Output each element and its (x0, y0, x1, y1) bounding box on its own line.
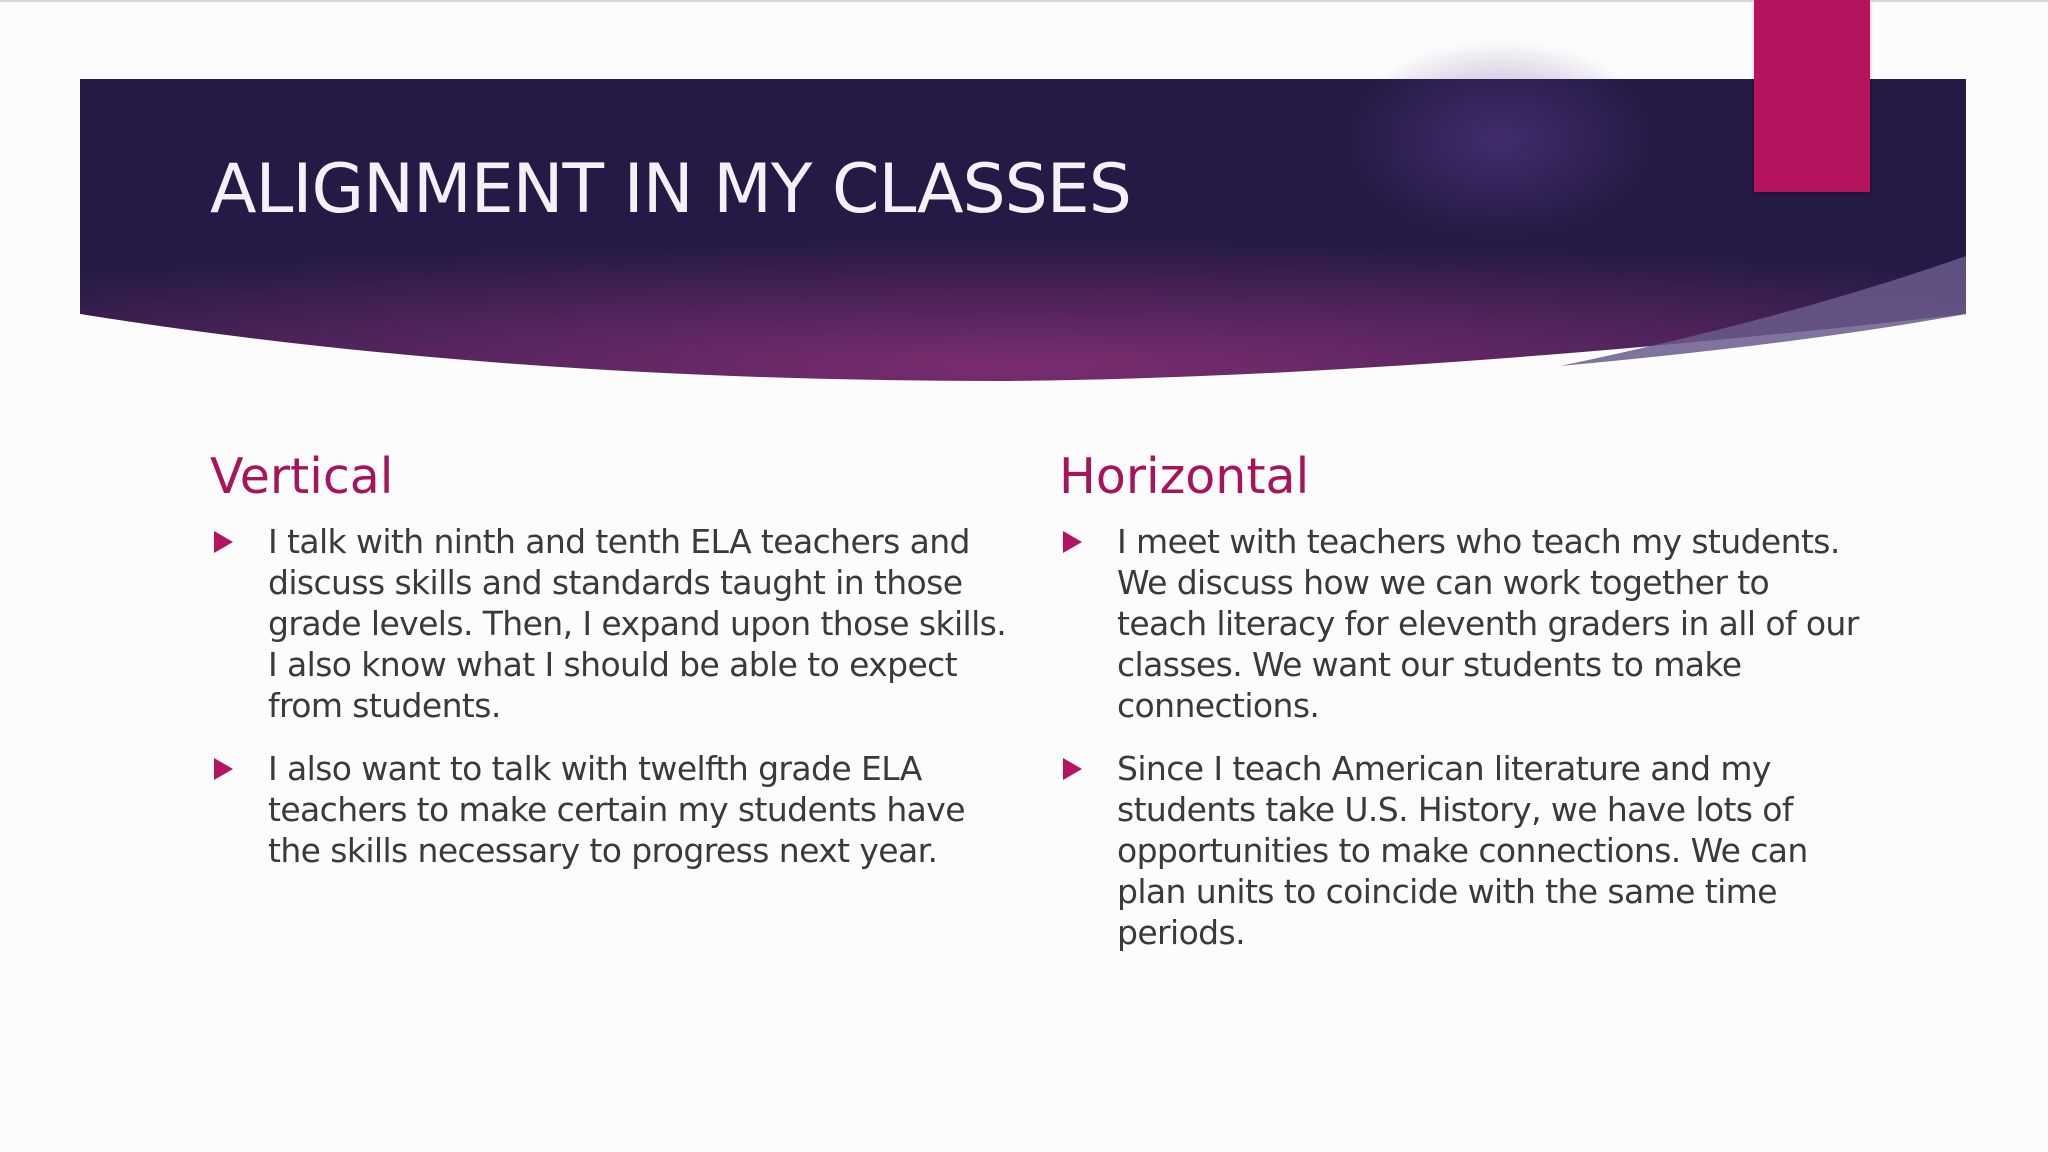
bullet-item (1059, 521, 1859, 726)
bullet-list (210, 521, 1010, 871)
bullet-list (1059, 521, 1859, 953)
bullet-item (210, 521, 1010, 726)
column-horizontal (1059, 448, 1859, 975)
triangle-right-icon (1063, 758, 1082, 780)
bullet-item (1059, 748, 1859, 953)
bullet-text: Since I teach American literature and my students take U.S. History, we have lots of opportunities to make connections. We can plan units to coincide with the same time periods. (1117, 749, 1808, 952)
triangle-right-icon (1063, 531, 1082, 553)
banner-glow (1340, 40, 1660, 240)
slide-title: ALIGNMENT IN MY CLASSES (210, 150, 1131, 229)
accent-tab (1754, 0, 1870, 192)
bullet-item (210, 748, 1010, 871)
banner-shape (80, 79, 1966, 381)
column-heading: Horizontal (1059, 448, 1310, 505)
triangle-right-icon (214, 531, 233, 553)
bullet-text: I talk with ninth and tenth ELA teachers and discuss skills and standards taught in those grade levels. Then, I expand upon those skills. I also know what I should be able to expect from students. (268, 522, 1007, 725)
column-heading: Vertical (210, 448, 394, 505)
column-vertical (210, 448, 1010, 893)
bullet-text: I meet with teachers who teach my students. We discuss how we can work together to teach literacy for eleventh graders in all of our classes. We want our students to make connections. (1117, 522, 1859, 725)
bullet-text: I also want to talk with twelfth grade ELA teachers to make certain my students have the skills necessary to progress next year. (268, 749, 965, 870)
triangle-right-icon (214, 758, 233, 780)
